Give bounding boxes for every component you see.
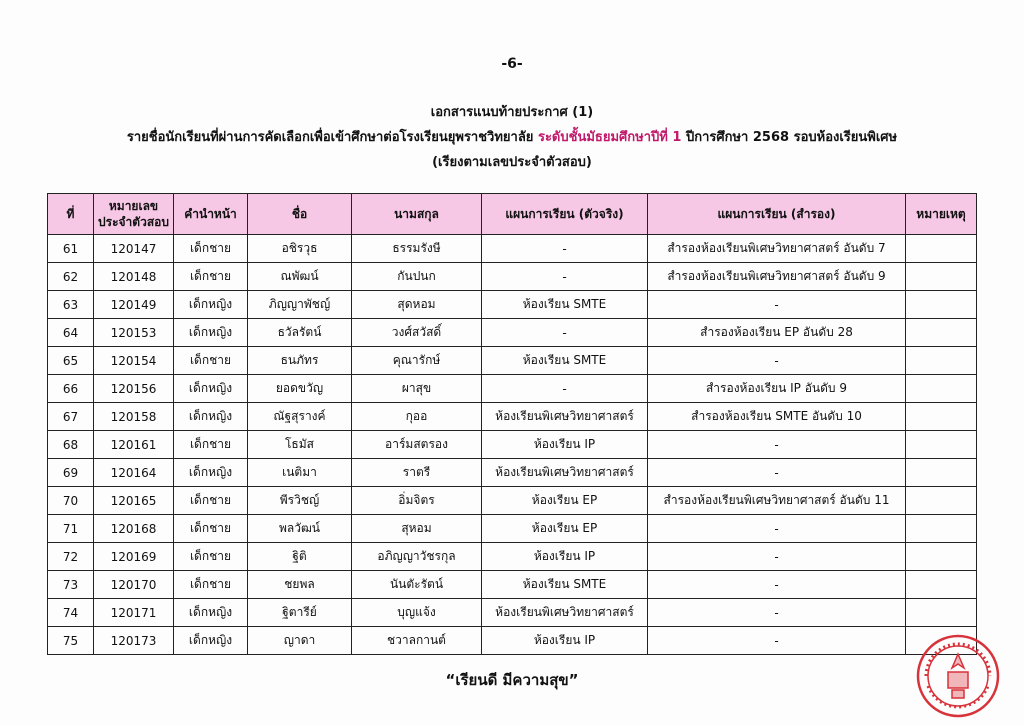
document-header (0, 100, 1024, 175)
cell-alt-plan: สำรองห้องเรียน SMTE อันดับ 10 (648, 403, 906, 431)
cell-prefix: เด็กหญิง (174, 459, 248, 487)
cell-exam-id: 120169 (94, 543, 174, 571)
cell-prefix: เด็กหญิง (174, 375, 248, 403)
attachment-title: เอกสารแนบท้ายประกาศ (1) (430, 105, 594, 120)
sort-note: (เรียงตามเลขประจำตัวสอบ) (432, 155, 592, 170)
cell-exam-id: 120161 (94, 431, 174, 459)
cell-last-name: สุดหอม (352, 291, 482, 319)
cell-note (906, 515, 977, 543)
cell-exam-id: 120171 (94, 599, 174, 627)
cell-note (906, 263, 977, 291)
cell-exam-id: 120154 (94, 347, 174, 375)
cell-alt-plan: - (648, 291, 906, 319)
cell-note (906, 403, 977, 431)
cell-no: 70 (48, 487, 94, 515)
cell-first-name: พีรวิชญ์ (248, 487, 352, 515)
cell-last-name: กุออ (352, 403, 482, 431)
cell-no: 64 (48, 319, 94, 347)
cell-alt-plan: - (648, 543, 906, 571)
cell-exam-id: 120147 (94, 235, 174, 263)
table-row (48, 375, 977, 403)
cell-alt-plan: สำรองห้องเรียนพิเศษวิทยาศาสตร์ อันดับ 11 (648, 487, 906, 515)
cell-plan: ห้องเรียน IP (482, 543, 648, 571)
cell-note (906, 487, 977, 515)
cell-last-name: ราตรี (352, 459, 482, 487)
cell-prefix: เด็กชาย (174, 543, 248, 571)
cell-note (906, 599, 977, 627)
cell-first-name: ญาดา (248, 627, 352, 655)
table-row (48, 235, 977, 263)
cell-no: 61 (48, 235, 94, 263)
table-row (48, 291, 977, 319)
cell-first-name: ธวัลรัตน์ (248, 319, 352, 347)
cell-no: 68 (48, 431, 94, 459)
cell-first-name: ฐิตารีย์ (248, 599, 352, 627)
cell-last-name: อิ่มจิตร (352, 487, 482, 515)
cell-alt-plan: สำรองห้องเรียนพิเศษวิทยาศาสตร์ อันดับ 9 (648, 263, 906, 291)
cell-alt-plan: - (648, 347, 906, 375)
table-row (48, 515, 977, 543)
cell-first-name: ยอดขวัญ (248, 375, 352, 403)
table-row (48, 487, 977, 515)
subtitle-part-1: รายชื่อนักเรียนที่ผ่านการคัดเลือกเพื่อเข้าศึกษาต่อโรงเรียนยุพราชวิทยาลัย (126, 130, 534, 145)
table-row (48, 627, 977, 655)
cell-prefix: เด็กหญิง (174, 627, 248, 655)
cell-first-name: ฐิติ (248, 543, 352, 571)
cell-last-name: ผาสุข (352, 375, 482, 403)
table-row (48, 459, 977, 487)
cell-no: 75 (48, 627, 94, 655)
subtitle-part-2: ปีการศึกษา 2568 รอบห้องเรียนพิเศษ (685, 130, 898, 145)
student-table (47, 193, 977, 655)
cell-last-name: สุหอม (352, 515, 482, 543)
cell-note (906, 543, 977, 571)
col-header-exam-id: หมายเลขประจำตัวสอบ (94, 194, 174, 235)
cell-first-name: พลวัฒน์ (248, 515, 352, 543)
cell-plan: ห้องเรียน IP (482, 431, 648, 459)
table-row (48, 347, 977, 375)
cell-last-name: ชวาลกานต์ (352, 627, 482, 655)
cell-no: 63 (48, 291, 94, 319)
cell-no: 65 (48, 347, 94, 375)
cell-plan: ห้องเรียน SMTE (482, 347, 648, 375)
cell-note (906, 235, 977, 263)
cell-exam-id: 120148 (94, 263, 174, 291)
cell-plan: - (482, 235, 648, 263)
cell-first-name: ชยพล (248, 571, 352, 599)
cell-last-name: กันปนก (352, 263, 482, 291)
cell-note (906, 431, 977, 459)
cell-exam-id: 120156 (94, 375, 174, 403)
cell-no: 71 (48, 515, 94, 543)
cell-prefix: เด็กชาย (174, 431, 248, 459)
col-header-last-name: นามสกุล (352, 194, 482, 235)
cell-note (906, 347, 977, 375)
cell-prefix: เด็กหญิง (174, 403, 248, 431)
cell-prefix: เด็กชาย (174, 515, 248, 543)
cell-plan: - (482, 375, 648, 403)
cell-alt-plan: - (648, 515, 906, 543)
cell-first-name: อชิรวุธ (248, 235, 352, 263)
cell-plan: ห้องเรียน IP (482, 627, 648, 655)
cell-alt-plan: - (648, 431, 906, 459)
page-number: -6- (501, 56, 523, 72)
cell-plan: ห้องเรียน SMTE (482, 571, 648, 599)
cell-no: 67 (48, 403, 94, 431)
grade-level: ระดับชั้นมัธยมศึกษาปีที่ 1 (537, 130, 682, 145)
cell-prefix: เด็กชาย (174, 571, 248, 599)
cell-plan: ห้องเรียนพิเศษวิทยาศาสตร์ (482, 599, 648, 627)
cell-prefix: เด็กหญิง (174, 599, 248, 627)
col-header-prefix: คำนำหน้า (174, 194, 248, 235)
cell-alt-plan: - (648, 599, 906, 627)
col-header-note: หมายเหตุ (906, 194, 977, 235)
cell-prefix: เด็กชาย (174, 235, 248, 263)
cell-plan: ห้องเรียนพิเศษวิทยาศาสตร์ (482, 403, 648, 431)
document-subtitle (0, 125, 1024, 150)
cell-note (906, 375, 977, 403)
col-header-first-name: ชื่อ (248, 194, 352, 235)
cell-plan: ห้องเรียน EP (482, 515, 648, 543)
cell-plan: ห้องเรียน EP (482, 487, 648, 515)
cell-note (906, 459, 977, 487)
cell-alt-plan: - (648, 459, 906, 487)
table-row (48, 599, 977, 627)
table-header-row (48, 194, 977, 235)
cell-plan: ห้องเรียนพิเศษวิทยาศาสตร์ (482, 459, 648, 487)
cell-last-name: คุณารักษ์ (352, 347, 482, 375)
cell-exam-id: 120149 (94, 291, 174, 319)
cell-first-name: โธมัส (248, 431, 352, 459)
cell-no: 73 (48, 571, 94, 599)
table-row (48, 403, 977, 431)
cell-plan: ห้องเรียน SMTE (482, 291, 648, 319)
cell-plan: - (482, 263, 648, 291)
cell-prefix: เด็กหญิง (174, 319, 248, 347)
col-header-plan: แผนการเรียน (ตัวจริง) (482, 194, 648, 235)
cell-no: 62 (48, 263, 94, 291)
cell-no: 66 (48, 375, 94, 403)
cell-note (906, 291, 977, 319)
cell-exam-id: 120153 (94, 319, 174, 347)
cell-exam-id: 120173 (94, 627, 174, 655)
cell-no: 74 (48, 599, 94, 627)
cell-no: 72 (48, 543, 94, 571)
cell-last-name: บุญแจ้ง (352, 599, 482, 627)
cell-exam-id: 120158 (94, 403, 174, 431)
cell-first-name: ภิญญาพัชญ์ (248, 291, 352, 319)
cell-prefix: เด็กชาย (174, 487, 248, 515)
cell-last-name: นันตัะรัตน์ (352, 571, 482, 599)
cell-alt-plan: สำรองห้องเรียน EP อันดับ 28 (648, 319, 906, 347)
table-row (48, 543, 977, 571)
cell-first-name: ธนภัทร (248, 347, 352, 375)
cell-note (906, 571, 977, 599)
table-row (48, 319, 977, 347)
cell-alt-plan: - (648, 627, 906, 655)
cell-last-name: วงศ์สวัสดิ์ (352, 319, 482, 347)
cell-last-name: ธรรมรังษี (352, 235, 482, 263)
col-header-alt-plan: แผนการเรียน (สำรอง) (648, 194, 906, 235)
school-seal-icon (914, 632, 1002, 720)
cell-prefix: เด็กชาย (174, 263, 248, 291)
cell-first-name: เนติมา (248, 459, 352, 487)
cell-first-name: ณัฐสุรางค์ (248, 403, 352, 431)
cell-last-name: อาร์มสตรอง (352, 431, 482, 459)
cell-last-name: อภิญญาวัชรกุล (352, 543, 482, 571)
cell-prefix: เด็กชาย (174, 347, 248, 375)
school-motto: “เรียนดี มีความสุข” (445, 671, 579, 689)
cell-exam-id: 120164 (94, 459, 174, 487)
cell-exam-id: 120168 (94, 515, 174, 543)
cell-prefix: เด็กหญิง (174, 291, 248, 319)
cell-note (906, 319, 977, 347)
cell-first-name: ณพัฒน์ (248, 263, 352, 291)
cell-no: 69 (48, 459, 94, 487)
cell-exam-id: 120170 (94, 571, 174, 599)
cell-plan: - (482, 319, 648, 347)
col-header-no: ที่ (48, 194, 94, 235)
cell-alt-plan: สำรองห้องเรียนพิเศษวิทยาศาสตร์ อันดับ 7 (648, 235, 906, 263)
cell-exam-id: 120165 (94, 487, 174, 515)
table-row (48, 571, 977, 599)
table-row (48, 263, 977, 291)
table-row (48, 431, 977, 459)
cell-alt-plan: - (648, 571, 906, 599)
cell-alt-plan: สำรองห้องเรียน IP อันดับ 9 (648, 375, 906, 403)
